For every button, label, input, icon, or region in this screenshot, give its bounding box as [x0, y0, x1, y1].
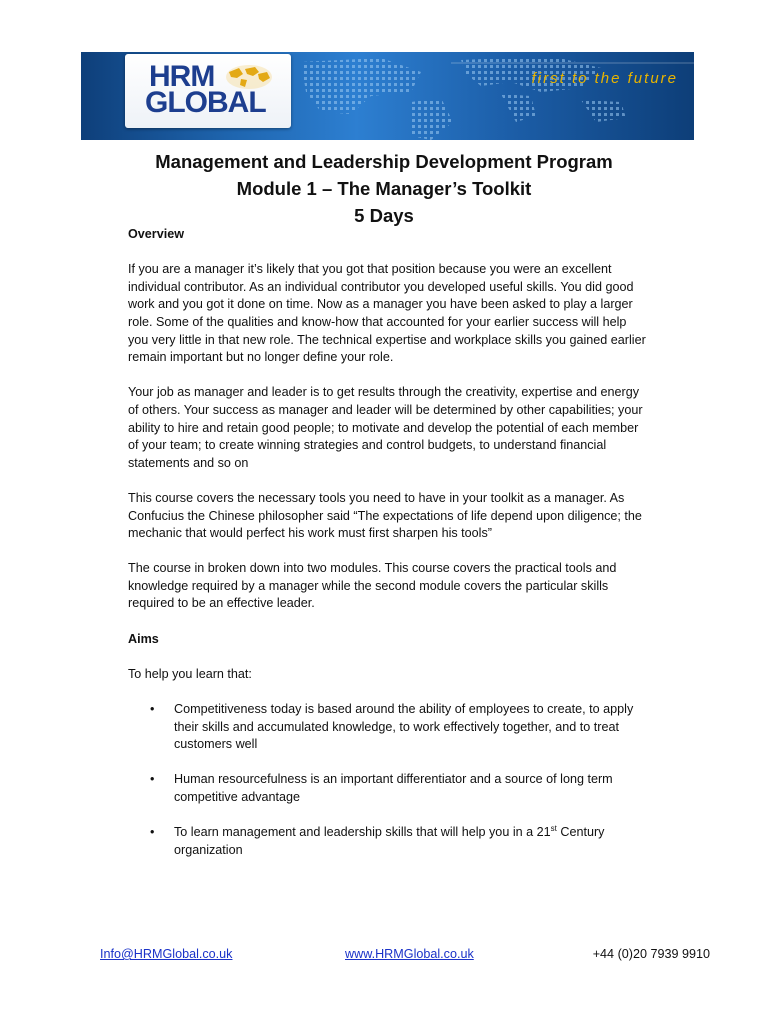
duration-title: 5 Days [354, 205, 414, 226]
program-title: Management and Leadership Development Program [155, 151, 613, 172]
overview-paragraph: If you are a manager it’s likely that you got that position because you were an excellent individual contributor. As an individual contributor you developed useful skills. You did good work and you got it done on time. Now as a manager you have been asked to play a larger role. Some of the qualities and know-how that accounted for your earlier success will help you very little in that new role. The technical expertise and workplace skills you gained earlier remain important but no longer define your role. [128, 262, 646, 365]
aims-intro: To help you learn that: [128, 666, 252, 681]
list-item [128, 771, 648, 806]
module-title: Module 1 – The Manager’s Toolkit [236, 178, 532, 199]
aims-heading: Aims [128, 631, 159, 646]
bullet-icon: • [150, 825, 155, 840]
aims-list [128, 701, 648, 859]
overview-paragraph: The course in broken down into two modules. This course covers the practical tools and knowledge required by a manager while the second module covers the particular skills required to be an effective leader. [128, 561, 617, 611]
document-body [128, 226, 648, 859]
website-link[interactable]: www.HRMGlobal.co.uk [345, 947, 474, 961]
list-item [128, 824, 648, 859]
list-item-text: Human resourcefulness is an important differentiator and a source of long term competitive advantage [174, 772, 613, 804]
list-item [128, 701, 648, 754]
bullet-icon: • [150, 702, 155, 717]
page-footer [100, 947, 712, 967]
tagline: first to the future [531, 70, 678, 87]
logo-text-global: GLOBAL [145, 86, 266, 119]
phone-number: +44 (0)20 7939 9910 [592, 947, 710, 961]
overview-paragraph: Your job as manager and leader is to get results through the creativity, expertise and energy of others. Your success as manager and leader will be determined by other capabilities; your ability to hire and retain good people; to motivate and develop the potential of each member of your team; to create winning strategies and control budgets, to understand financial statements and so on [128, 385, 643, 470]
ordinal-suffix: st [550, 824, 557, 833]
list-item-text: Competitiveness today is based around the ability of employees to create, to apply their skills and accumulated knowledge, to work effectively together, and to treat customers well [174, 702, 634, 752]
list-item-text: To learn management and leadership skills that will help you in a 21st Century organization [174, 824, 605, 857]
logo-text-hrm: HRM [149, 60, 215, 93]
document-title [0, 148, 768, 229]
bullet-icon: • [150, 772, 155, 787]
header-banner [81, 52, 694, 140]
overview-heading: Overview [128, 227, 185, 241]
overview-paragraph: This course covers the necessary tools you need to have in your toolkit as a manager. As Confucius the Chinese philosopher said “The expectations of life depend upon diligence; the mechanic that would perfect his work must first sharpen his tools” [128, 490, 642, 541]
email-link[interactable]: Info@HRMGlobal.co.uk [100, 947, 233, 961]
hrm-global-logo [125, 54, 291, 128]
